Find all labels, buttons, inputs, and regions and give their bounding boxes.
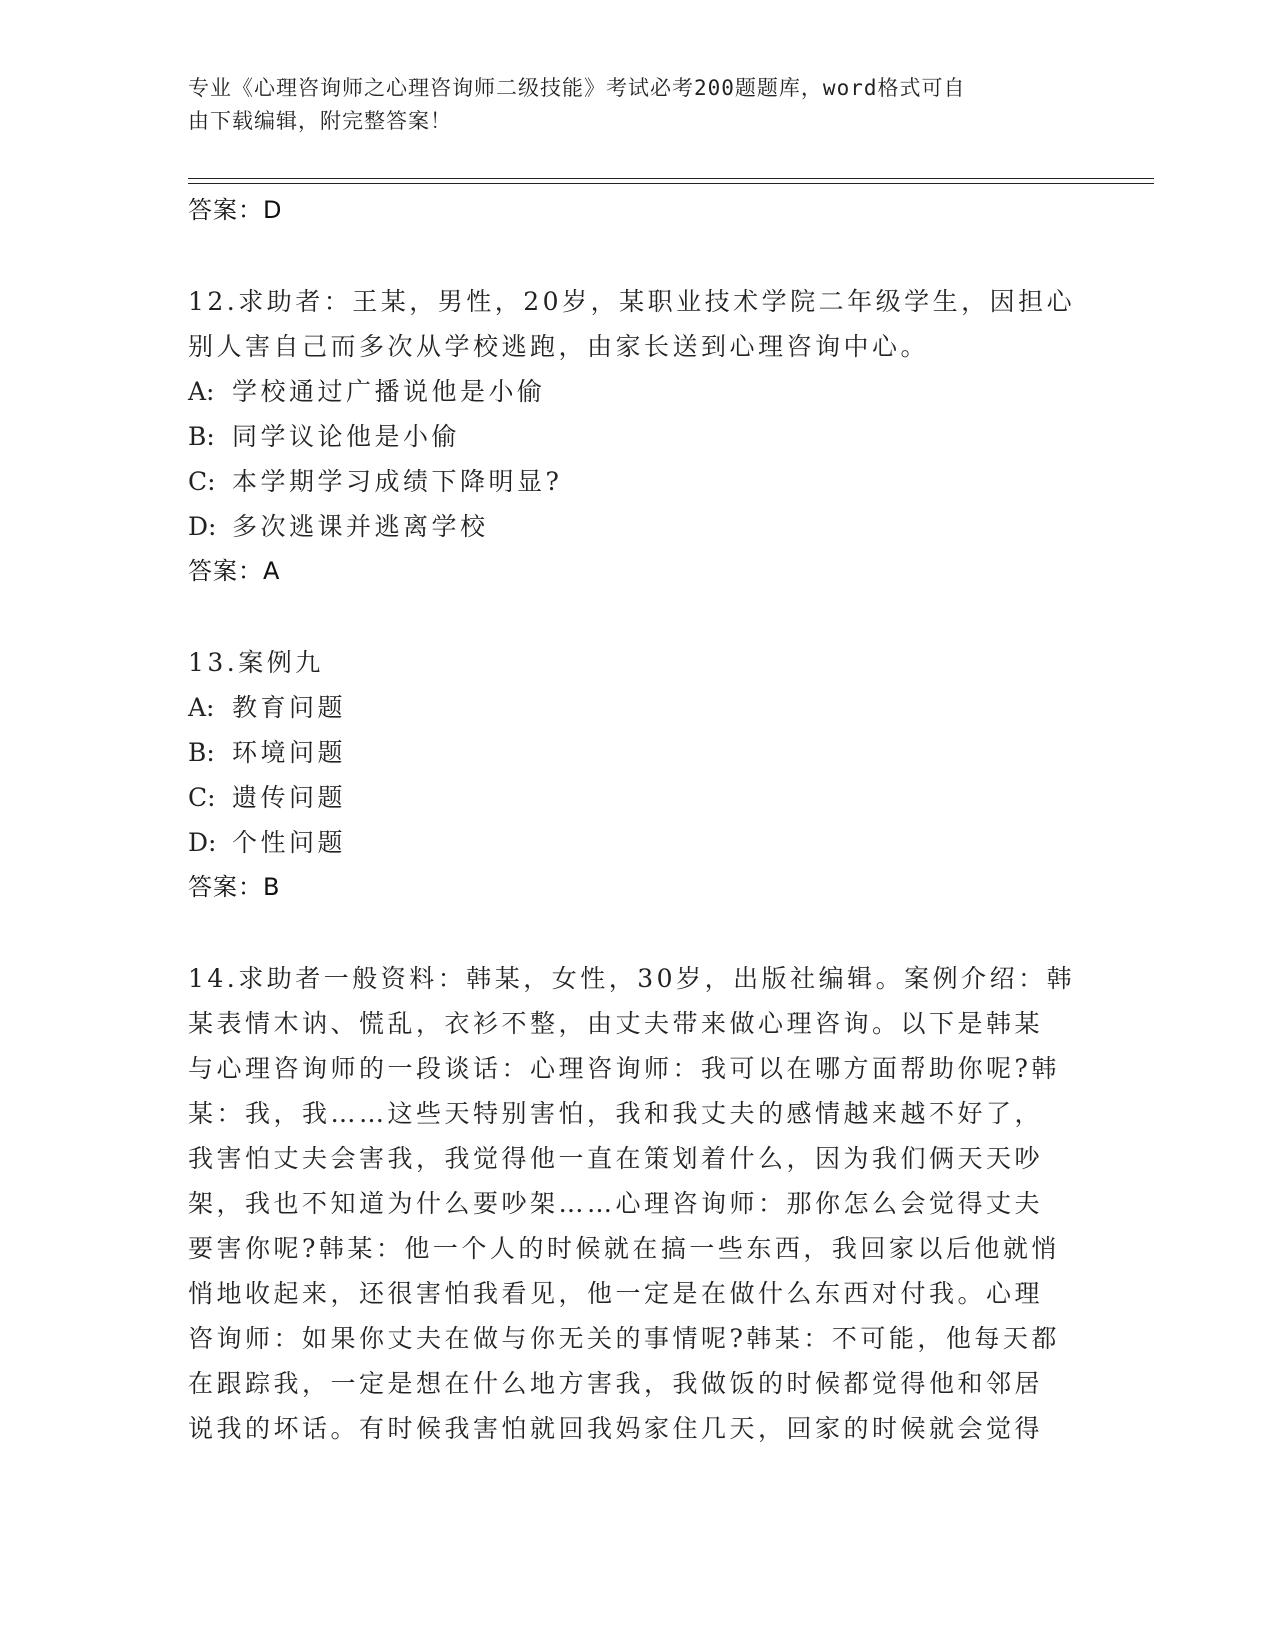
option-c (188, 459, 1088, 504)
question-12 (188, 279, 1088, 594)
question-text-line: 别人害自己而多次从学校逃跑，由家长送到心理咨询中心。 (188, 332, 930, 361)
option-d (188, 504, 1088, 549)
option-a (188, 369, 1088, 414)
option-letter: A: (188, 693, 215, 722)
answer-line: 答案：D (188, 196, 283, 224)
question-text-line: 与心理咨询师的一段谈话：心理咨询师：我可以在哪方面帮助你呢?韩 (188, 1054, 1060, 1083)
question-text-line: 14.求助者一般资料：韩某，女性，30岁，出版社编辑。案例介绍：韩 (188, 964, 1076, 993)
question-text (188, 640, 1088, 685)
option-letter: B: (188, 422, 215, 451)
header-line-2: 由下载编辑，附完整答案！ (188, 109, 452, 133)
question-text-line: 12.求助者：王某，男性，20岁，某职业技术学院二年级学生，因担心 (188, 287, 1076, 316)
question-text-line: 架，我也不知道为什么要吵架……心理咨询师：那你怎么会觉得丈夫 (188, 1189, 1044, 1218)
option-text: 多次逃课并逃离学校 (232, 512, 489, 541)
option-text: 同学议论他是小偷 (232, 422, 461, 451)
option-text: 学校通过广播说他是小偷 (232, 377, 546, 406)
option-text: 本学期学习成绩下降明显? (232, 467, 563, 496)
question-text-line: 某表情木讷、慌乱，衣衫不整，由丈夫带来做心理咨询。以下是韩某 (188, 1009, 1044, 1038)
answer-line: 答案：A (188, 557, 281, 585)
question-text-line: 要害你呢?韩某：他一个人的时候就在搞一些东西，我回家以后他就悄 (188, 1234, 1060, 1263)
option-letter: C: (188, 467, 216, 496)
option-letter: A: (188, 377, 215, 406)
option-letter: D: (188, 828, 217, 857)
question-text-line: 13.案例九 (188, 648, 324, 677)
option-a (188, 685, 1088, 730)
option-letter: D: (188, 512, 217, 541)
header-divider-bottom (188, 183, 1154, 184)
question-text-line: 说我的坏话。有时候我害怕就回我妈家住几天，回家的时候就会觉得 (188, 1414, 1044, 1443)
question-text-line: 我害怕丈夫会害我，我觉得他一直在策划着什么，因为我们俩天天吵 (188, 1144, 1044, 1173)
question-13 (188, 640, 1088, 910)
header-line-1: 专业《心理咨询师之心理咨询师二级技能》考试必考200题题库，word格式可自 (188, 76, 966, 100)
option-d (188, 820, 1088, 865)
question-text-line: 在跟踪我，一定是想在什么地方害我，我做饭的时候都觉得他和邻居 (188, 1369, 1044, 1398)
question-14 (188, 956, 1088, 1451)
option-c (188, 775, 1088, 820)
question-text-line: 某：我，我……这些天特别害怕，我和我丈夫的感情越来越不好了， (188, 1099, 1044, 1128)
question-text (188, 279, 1088, 369)
option-text: 遗传问题 (232, 783, 347, 812)
spacer (188, 910, 1088, 956)
question-text-line: 悄地收起来，还很害怕我看见，他一定是在做什么东西对付我。心理 (188, 1279, 1044, 1308)
option-text: 教育问题 (232, 693, 347, 722)
answer-line: 答案：B (188, 873, 281, 901)
option-letter: B: (188, 738, 215, 767)
spacer (188, 233, 1088, 279)
option-text: 个性问题 (232, 828, 347, 857)
question-list (188, 188, 1088, 1451)
header-divider-top (188, 178, 1154, 179)
question-text (188, 956, 1088, 1451)
option-text: 环境问题 (232, 738, 347, 767)
option-b (188, 414, 1088, 459)
option-letter: C: (188, 783, 216, 812)
question-text-line: 咨询师：如果你丈夫在做与你无关的事情呢?韩某：不可能，他每天都 (188, 1324, 1060, 1353)
spacer (188, 594, 1088, 640)
document-header (188, 72, 1068, 138)
option-b (188, 730, 1088, 775)
